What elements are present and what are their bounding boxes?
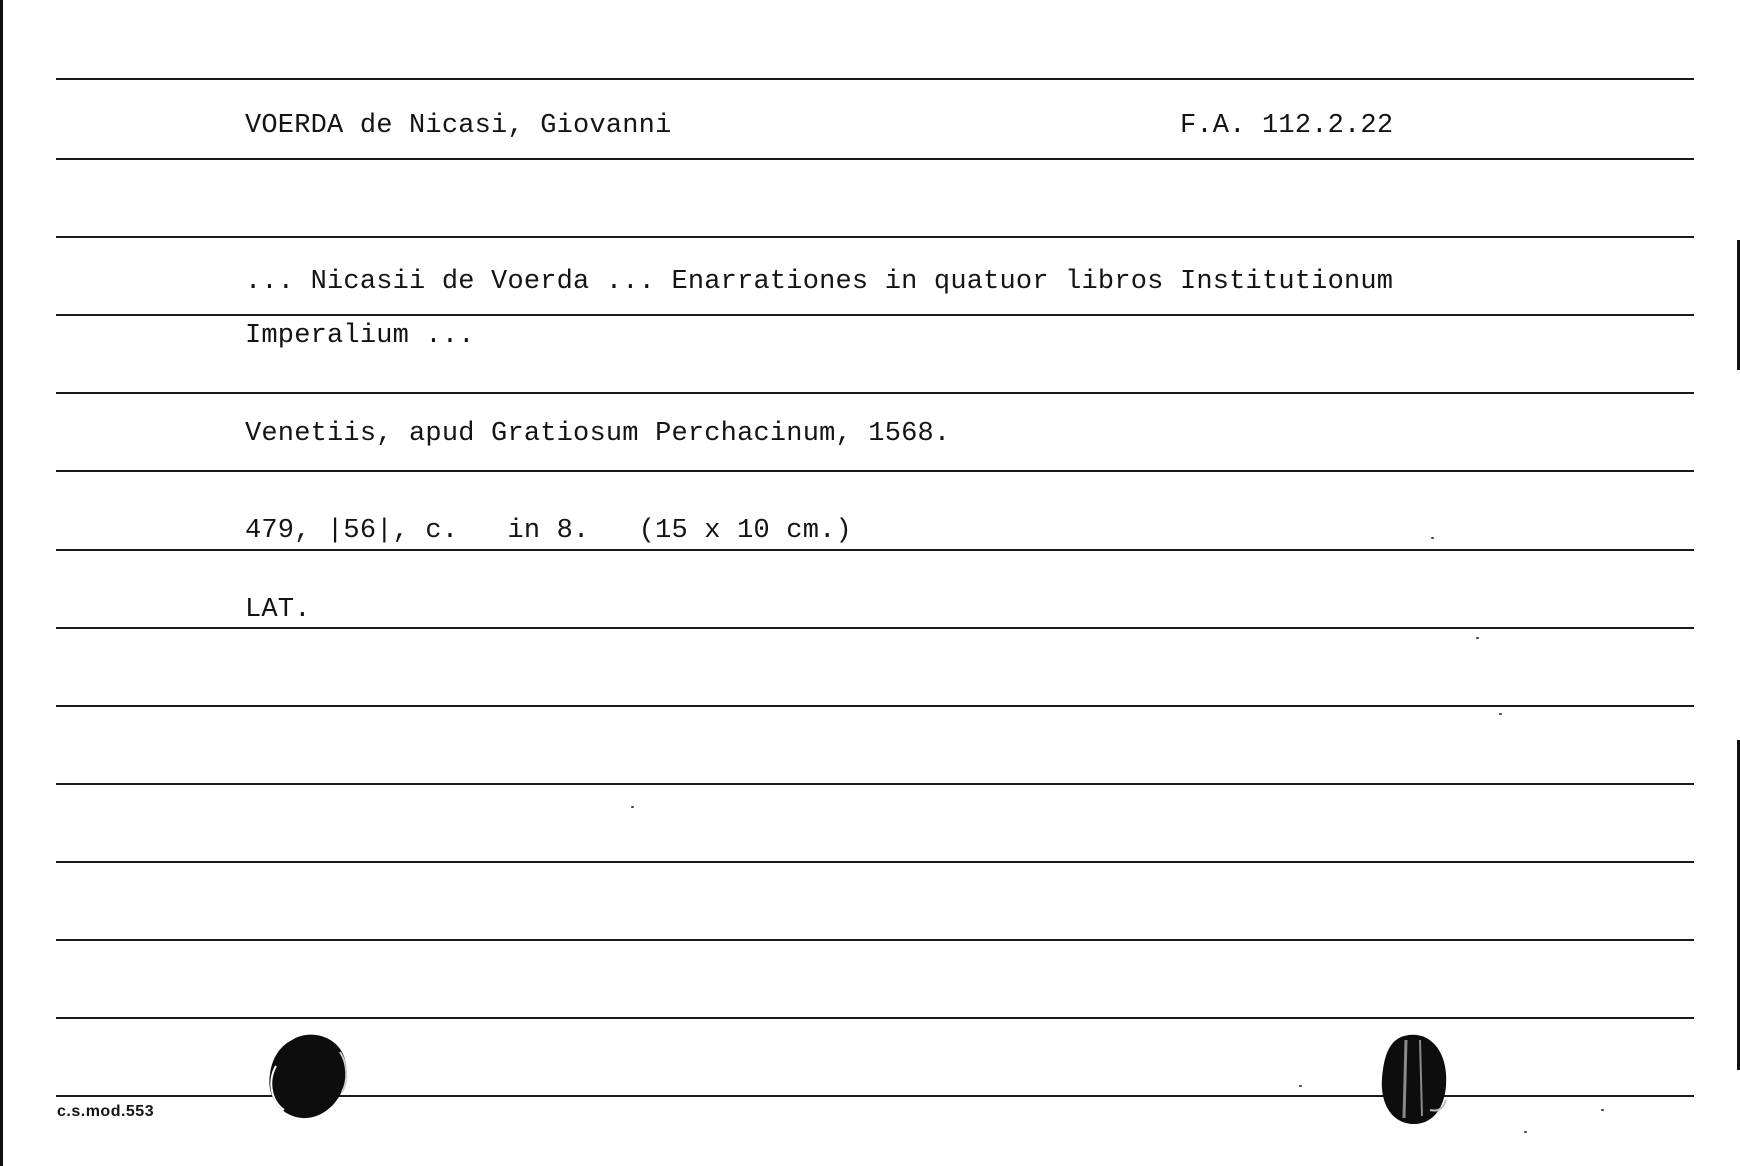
shelfmark: F.A. 112.2.22 [1180, 111, 1394, 141]
speck [1524, 1131, 1527, 1133]
speck [1476, 637, 1479, 639]
ruled-line [56, 549, 1694, 551]
author-heading: VOERDA de Nicasi, Giovanni [245, 111, 672, 141]
ruled-line [56, 470, 1694, 472]
speck [1601, 1109, 1604, 1111]
collation: 479, |56|, c. in 8. (15 x 10 cm.) [245, 516, 852, 546]
ruled-line [56, 78, 1694, 80]
form-code: c.s.mod.553 [57, 1103, 155, 1120]
ruled-line [56, 939, 1694, 941]
ruled-line [56, 861, 1694, 863]
speck [631, 806, 634, 808]
card-left-edge [0, 0, 3, 1166]
ruled-line [56, 314, 1694, 316]
title-line-2: Imperalium ... [245, 321, 475, 351]
ruled-line [56, 783, 1694, 785]
ruled-line [56, 158, 1694, 160]
ruled-line [56, 1017, 1694, 1019]
ruled-line [56, 627, 1694, 629]
ruled-line [56, 236, 1694, 238]
punch-hole-right [1374, 1030, 1454, 1130]
imprint: Venetiis, apud Gratiosum Perchacinum, 1568. [245, 419, 951, 449]
speck [1299, 1085, 1302, 1087]
speck [1499, 713, 1502, 715]
language: LAT. [245, 595, 311, 625]
ruled-line [56, 705, 1694, 707]
speck [1431, 537, 1434, 539]
punch-hole-left [262, 1030, 354, 1126]
ruled-line [56, 392, 1694, 394]
title-line-1: ... Nicasii de Voerda ... Enarrationes in quatuor libros Institutionum [245, 267, 1394, 297]
